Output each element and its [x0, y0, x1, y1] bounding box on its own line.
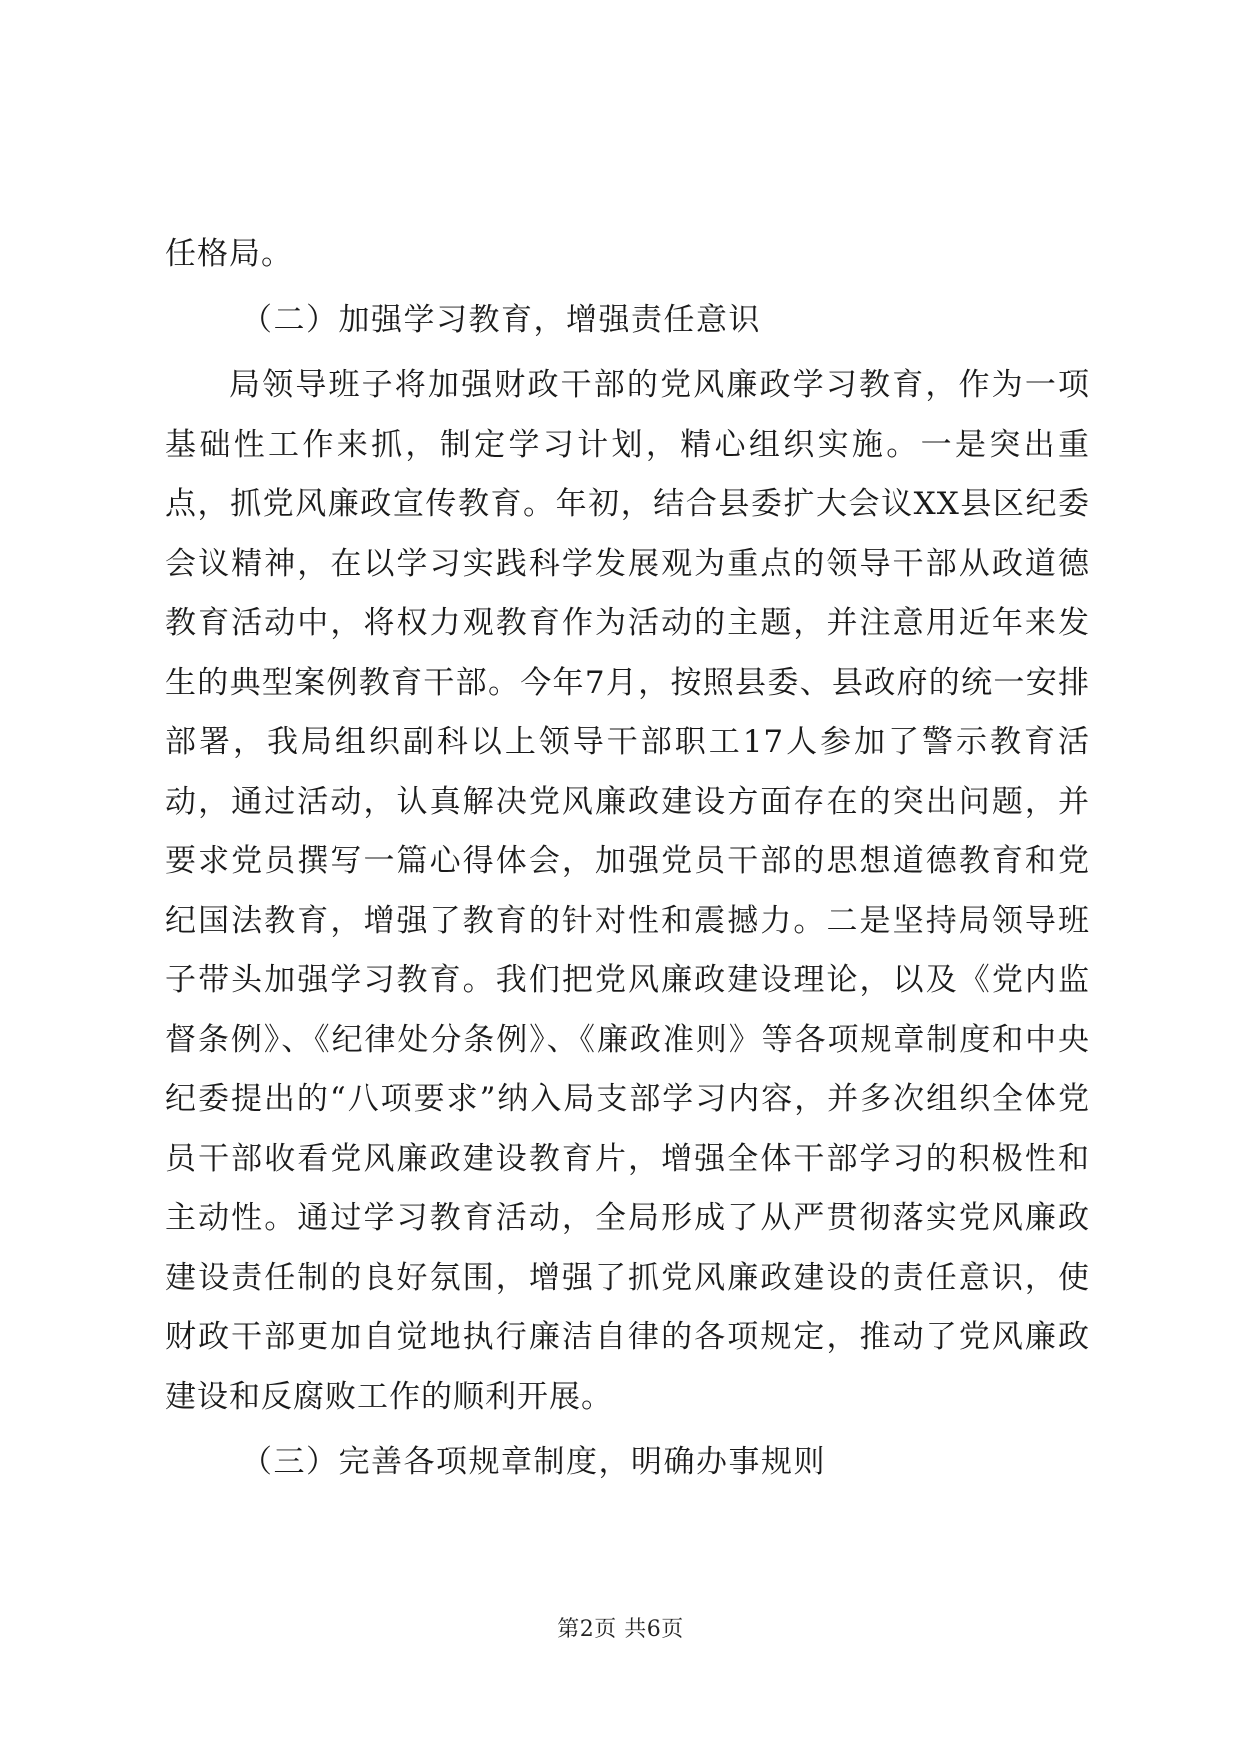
section-heading-2: （二）加强学习教育，增强责任意识: [241, 301, 761, 338]
paragraph-continuation: 任格局。: [165, 236, 293, 272]
paragraph-study-education: 局领导班子将加强财政干部的党风廉政学习教育，作为一项基础性工作来抓，制定学习计划，精心组织实施。一是突出重点，抓党风廉政宣传教育。年初，结合县委扩大会议XX县区纪委会议精神，在以学习实践科学发展观为重点的领导干部从政道德教育活动中，将权力观教育作为活动的主题，并注意用近年来发生的典型案例教育干部。今年7月，按照县委、县政府的统一安排部署，我局组织副科以上领导干部职工17人参加了警示教育活动，通过活动，认真解决党风廉政建设方面存在的突出问题，并要求党员撰写一篇心得体会，加强党员干部的思想道德教育和党纪国法教育，增强了教育的针对性和震撼力。二是坚持局领导班子带头加强学习教育。我们把党风廉政建设理论，以及《党内监督条例》、《纪律处分条例》、《廉政准则》等各项规章制度和中央纪委提出的“八项要求”纳入局支部学习内容，并多次组织全体党员干部收看党风廉政建设教育片，增强全体干部学习的积极性和主动性。通过学习教育活动，全局形成了从严贯彻落实党风廉政建设责任制的良好氛围，增强了抓党风廉政建设的责任意识，使财政干部更加自觉地执行廉洁自律的各项规定，推动了党风廉政建设和反腐败工作的顺利开展。: [165, 367, 1090, 1415]
section-heading-3: （三）完善各项规章制度，明确办事规则: [241, 1444, 826, 1480]
page-number-footer: 第2页 共6页: [557, 1617, 684, 1642]
document-body: [165, 225, 1090, 1493]
